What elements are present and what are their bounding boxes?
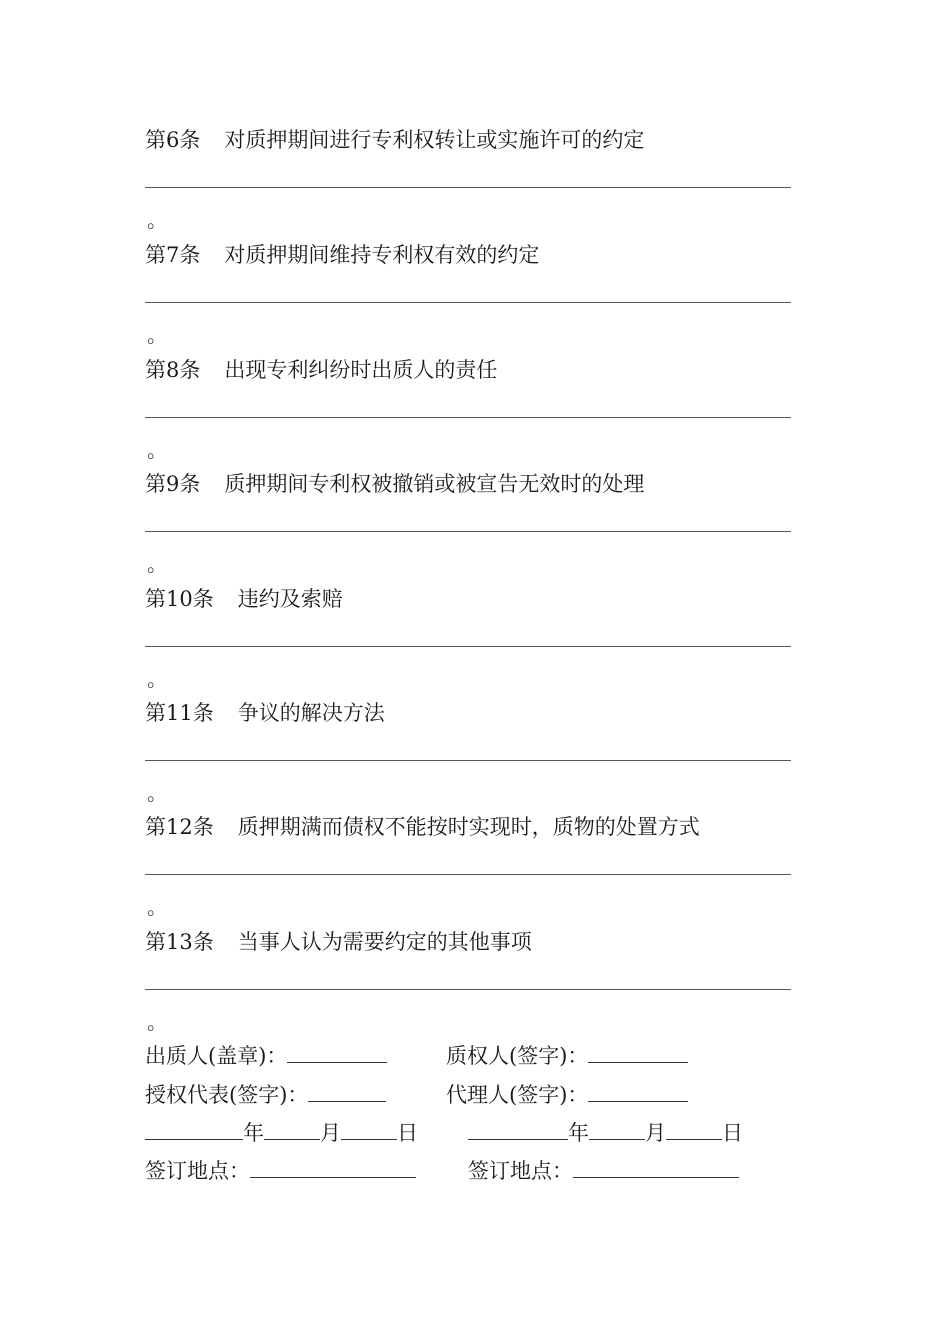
- pledgor-label: 出质人(盖章)：: [145, 1044, 288, 1068]
- article-title: 当事人认为需要约定的其他事项: [237, 930, 532, 954]
- article-title: 质押期间专利权被撤销或被宣告无效时的处理: [224, 472, 645, 496]
- date-row-left: [145, 1119, 418, 1147]
- pledgee-signature-blank[interactable]: [588, 1044, 688, 1063]
- article-title: 出现专利纠纷时出质人的责任: [224, 358, 498, 382]
- article-heading: [145, 699, 795, 727]
- year-label: 年: [243, 1121, 264, 1145]
- period-mark: 。: [147, 552, 167, 576]
- article-number: 第12条: [145, 815, 214, 839]
- period-mark: 。: [147, 781, 167, 805]
- year-blank[interactable]: [468, 1121, 568, 1140]
- pledgor-signature-blank[interactable]: [287, 1044, 387, 1063]
- period-mark: 。: [147, 895, 167, 919]
- fill-in-line: [145, 187, 791, 188]
- month-label: 月: [645, 1121, 666, 1145]
- fill-in-line: [145, 874, 791, 875]
- article-title: 争议的解决方法: [237, 701, 385, 725]
- fill-in-line: [145, 302, 791, 303]
- day-blank[interactable]: [666, 1121, 722, 1140]
- pledgee-label: 质权人(签字)：: [446, 1044, 589, 1068]
- article-heading: [145, 356, 795, 384]
- article-heading: [145, 585, 795, 613]
- fill-in-line: [145, 989, 791, 990]
- place-row-right: [468, 1157, 739, 1185]
- period-mark: 。: [147, 1010, 167, 1034]
- article-title: 违约及索赔: [237, 587, 343, 611]
- period-mark: 。: [147, 438, 167, 462]
- article-10: [145, 585, 795, 691]
- article-heading: [145, 928, 795, 956]
- date-row-right: [468, 1119, 743, 1147]
- signing-place-label: 签订地点：: [145, 1159, 250, 1183]
- article-number: 第13条: [145, 930, 214, 954]
- signature-row-1: [145, 1042, 387, 1070]
- article-13: [145, 928, 795, 1034]
- fill-in-line: [145, 646, 791, 647]
- year-label: 年: [568, 1121, 589, 1145]
- signing-place-label: 签订地点：: [468, 1159, 573, 1183]
- authorized-rep-label: 授权代表(签字)：: [145, 1083, 309, 1107]
- signature-row-1-right: [446, 1042, 688, 1070]
- article-7: [145, 241, 795, 347]
- agent-signature-blank[interactable]: [588, 1083, 688, 1102]
- article-number: 第10条: [145, 587, 214, 611]
- fill-in-line: [145, 531, 791, 532]
- article-8: [145, 356, 795, 462]
- article-9: [145, 470, 795, 576]
- day-label: 日: [397, 1121, 418, 1145]
- article-heading: [145, 126, 795, 154]
- article-number: 第7条: [145, 243, 201, 267]
- fill-in-line: [145, 417, 791, 418]
- month-blank[interactable]: [589, 1121, 645, 1140]
- article-number: 第8条: [145, 358, 201, 382]
- signature-row-2: [145, 1081, 386, 1109]
- month-blank[interactable]: [264, 1121, 320, 1140]
- article-number: 第11条: [145, 701, 214, 725]
- signature-row-2-right: [446, 1081, 688, 1109]
- signing-place-blank[interactable]: [250, 1159, 416, 1178]
- month-label: 月: [320, 1121, 341, 1145]
- article-title: 对质押期间维持专利权有效的约定: [224, 243, 540, 267]
- article-6: [145, 126, 795, 232]
- agent-label: 代理人(签字)：: [446, 1083, 589, 1107]
- article-11: [145, 699, 795, 805]
- day-blank[interactable]: [341, 1121, 397, 1140]
- place-row-left: [145, 1157, 416, 1185]
- article-heading: [145, 813, 795, 841]
- article-heading: [145, 241, 795, 269]
- year-blank[interactable]: [145, 1121, 243, 1140]
- article-title: 对质押期间进行专利权转让或实施许可的约定: [224, 128, 645, 152]
- period-mark: 。: [147, 667, 167, 691]
- day-label: 日: [722, 1121, 743, 1145]
- period-mark: 。: [147, 208, 167, 232]
- signing-place-blank[interactable]: [573, 1159, 739, 1178]
- article-title: 质押期满而债权不能按时实现时，质物的处置方式: [237, 815, 700, 839]
- period-mark: 。: [147, 323, 167, 347]
- article-12: [145, 813, 795, 919]
- article-heading: [145, 470, 795, 498]
- authorized-rep-signature-blank[interactable]: [308, 1083, 386, 1102]
- fill-in-line: [145, 760, 791, 761]
- article-number: 第9条: [145, 472, 201, 496]
- article-number: 第6条: [145, 128, 201, 152]
